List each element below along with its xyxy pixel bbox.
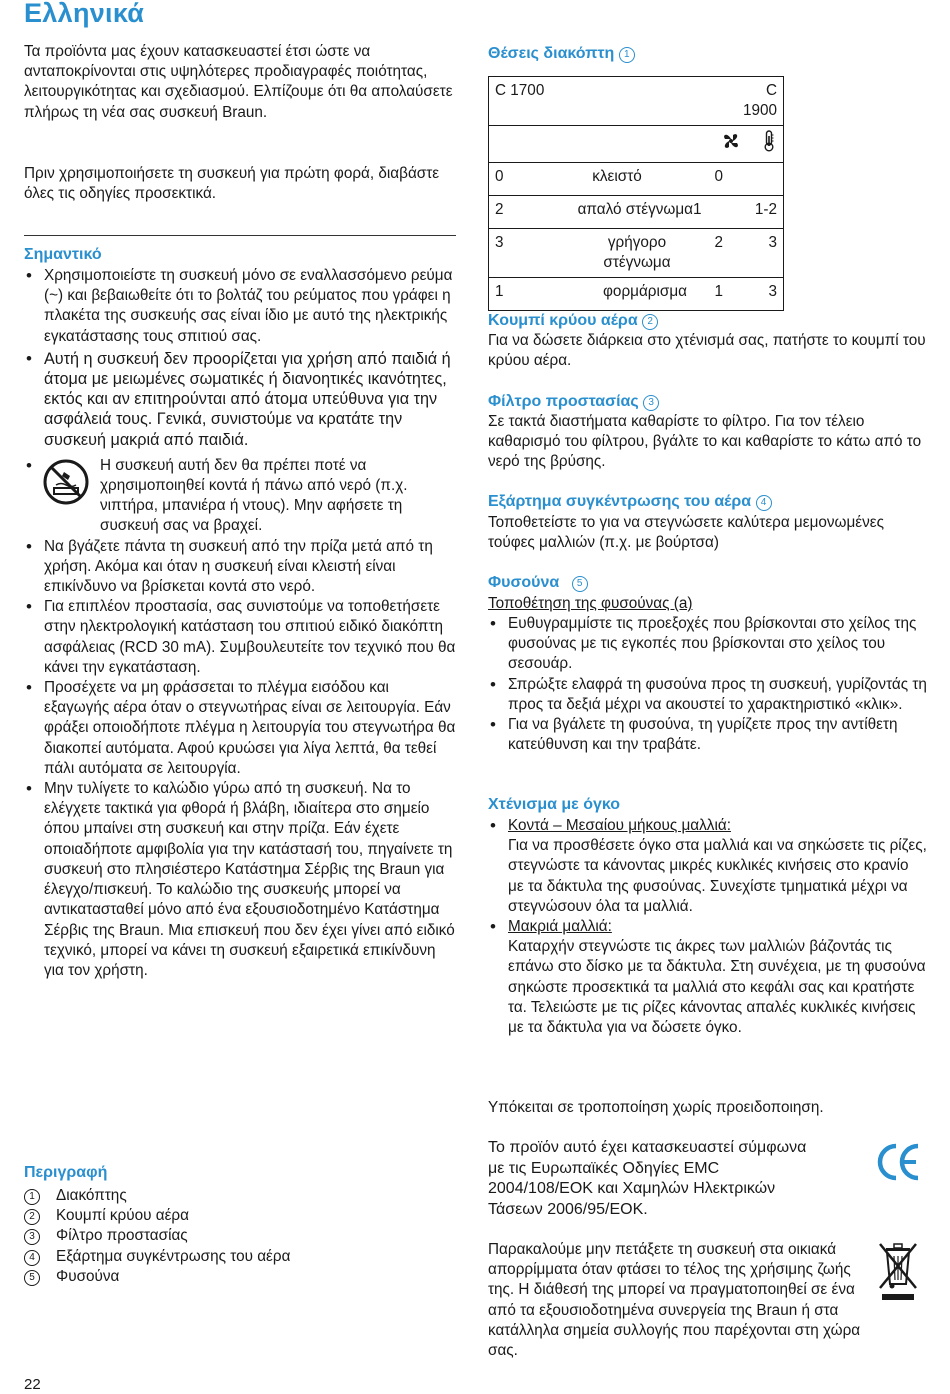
heading-text: Φυσούνα [488, 574, 560, 591]
item-number: 2 [24, 1209, 40, 1225]
important-item-water [24, 456, 456, 537]
important-item: • Μην τυλίγετε το καλώδιο γύρω από τη συσκευή. Να το ελέγχετε τακτικά για φθορά ή βλάβη, ιδιαίτερα στο σημείο όπου μπαίνει στη συσκευή και στην πρίζα. Εάν έχετε οποιαδήποτε αμφιβολία για την κατάστασή του, πηγαίνετε τη συσκευή στο πλησιέστερο Κατάστημα Σέρβις της Braun για έλεγχο/πισκευή. Το καλώδιο της συσκευής μπορεί να αντικατασταθεί μόνο από ένα εξουσιοδοτημένο Κατάστημα Σέρβις της Braun. Μια επισκευή που δεν έχει γίνει από ειδικό τεχνικό, μπορεί να κάνει τη συσκευή εξαιρετικά επικίνδυνη για τον χρήστη. [24, 779, 456, 981]
item-number: 5 [24, 1270, 40, 1286]
concentrator-text: Τοποθετείστε το για να στεγνώσετε καλύτερα μεμονωμένες τούφες μαλλιών (π.χ. με βούρτσα) [488, 514, 884, 552]
volume-list [488, 816, 928, 1038]
description-cell: κλειστό [541, 163, 693, 196]
description-heading: Περιγραφή [24, 1164, 108, 1181]
modification-notice: Υπόκειται σε τροποποίηση χωρίς προειδοποιηση. [488, 1099, 824, 1116]
item-number: 3 [24, 1229, 40, 1245]
volume-item [488, 917, 928, 1038]
important-heading: Σημαντικό [24, 246, 102, 263]
fan-icon [721, 131, 741, 151]
diffuser-heading [488, 573, 588, 593]
cool-shot-heading [488, 311, 658, 331]
section-divider [24, 235, 456, 236]
important-item: • Να βγάζετε πάντα τη συσκευή από την πρίζα μετά από τη χρήση. Ακόμα και όταν η συσκευή είναι κλειστή είναι επικίνδυνο να βρίσκεται κοντά στο νερό. [24, 537, 456, 598]
heading-number: 1 [619, 47, 635, 63]
description-cell: απαλό στέγνωμα [541, 196, 693, 229]
heading-text: Εξάρτημα συγκέντρωσης του αέρα [488, 493, 752, 510]
icons-cell [489, 126, 784, 163]
no-water-warning-icon [42, 458, 90, 506]
item-number: 4 [24, 1250, 40, 1266]
thermometer-icon [763, 130, 775, 152]
table-row [489, 278, 784, 311]
important-item: • Αυτή η συσκευή δεν προορίζεται για χρήση από παιδιά ή άτομα με μειωμένες σωματικές ή διανοητικές ικανότητες, εκτός και αν επιτηρούνται από άτομα υπεύθυνα για την ασφάλειά τους. Γενικά, συνιστούμε να κρατάτε την συσκευή μακριά από παιδιά. [24, 349, 456, 450]
position-cell: 3 [489, 229, 542, 278]
description-label: Φίλτρο προστασίας [56, 1227, 188, 1245]
diffuser-item: • Ευθυγραμμίστε τις προεξοχές που βρίσκονται στο χείλος της φυσούνας με τις εγκοπές που βρίσκονται στο χείλος του σεσουάρ. [488, 614, 928, 675]
intro-paragraph-1: Τα προϊόντα μας έχουν κατασκευαστεί έτσι ώστε να ανταποκρίνονται στις υψηλότερες προδιαγραφές ποιότητας, λειτουργικότητας και σχεδιασμού. Ελπίζουμε ότι θα απολαύσετε πλήρως τη νέα σας συσκευή Braun. [24, 43, 453, 121]
important-item: • Χρησιμοποιείστε τη συσκευή μόνο σε εναλλασσόμενο ρεύμα (~) και βεβαιωθείτε ότι το βολτάζ του ρεύματος που γράφει η πλακέτα της συσκευής σας είναι ίδιο με αυτό της ηλεκτρικής εγκατάστασης τους σπιτιού σας. [24, 266, 456, 347]
important-item: • Για επιπλέον προστασία, σας συνιστούμε να τοποθετήσετε στην ηλεκτρολογική κατάσταση του σπιτιού ειδικό διακόπτη ασφάλειας (RCD 30 mA). Συμβουλευτείτε τον τεχνικό που θα κάνει την εγκατάσταση. [24, 597, 456, 678]
diffuser-item: • Σπρώξτε ελαφρά τη φυσούνα προς τη συσκευή, γυρίζοντάς τη προς τα δεξιά μέχρι να ακουστεί το χαρακτηριστικό «κλικ». [488, 675, 928, 715]
concentrator-heading [488, 492, 772, 512]
intro-paragraph-2: Πριν χρησιμοποιήσετε τη συσκευή για πρώτη φορά, διαβάστε όλες τις οδηγίες προσεκτικά. [24, 165, 440, 203]
fan-cell: 2 [693, 229, 729, 278]
description-label: Φυσούνα [56, 1267, 120, 1285]
compliance-text: Το προϊόν αυτό έχει κατασκευαστεί σύμφωνα με τις Ευρωπαϊκές Οδηγίες EMC 2004/108/EOK και Χαμηλών Ηλεκτρικών Τάσεων 2006/95/EOK. [488, 1139, 807, 1218]
filter-heading [488, 392, 659, 412]
position-cell: 2 [489, 196, 542, 229]
description-list [24, 1186, 290, 1287]
heat-cell [729, 163, 784, 196]
description-item [24, 1267, 290, 1287]
heat-cell: 3 [729, 278, 784, 311]
description-item [24, 1247, 290, 1267]
table-row [489, 229, 784, 278]
switch-positions-heading [488, 44, 635, 64]
page-title: Ελληνικά [24, 0, 145, 28]
description-label: Εξάρτημα συγκέντρωσης του αέρα [56, 1247, 291, 1265]
volume-item-text: Καταρχήν στεγνώστε τις άκρες των μαλλιών βάζοντάς τις επάνω στο δίσκο με τα δάκτυλα. Στη συνέχεια, με τη φυσούνα σηκώστε προσεκτικά τα μαλλιά στο κεφάλι σας και κρατήστε τα. Τελειώστε με τις ρίζες κάνοντας απαλές κυκλικές κινήσεις με τα δάκτυλα για να δώσετε όγκο. [508, 938, 926, 1037]
description-label: Κουμπί κρύου αέρα [56, 1207, 189, 1225]
important-list [24, 266, 456, 981]
switch-positions-table [488, 76, 784, 311]
fan-cell: 0 [693, 163, 729, 196]
heading-number: 4 [756, 495, 772, 511]
table-row [489, 77, 784, 126]
fan-cell: 1 [693, 196, 729, 229]
heading-text: Θέσεις διακόπτη [488, 45, 615, 62]
important-item-text: Η συσκευή αυτή δεν θα πρέπει ποτέ να χρησιμοποιηθεί κοντά ή πάνω από νερό (π.χ. νιπτήρα, μπανιέρα ή ντους). Μην αφήσετε τη συσκευή σας να βραχεί. [100, 456, 408, 535]
description-item [24, 1186, 290, 1206]
table-row [489, 126, 784, 163]
model-b-cell: C 1900 [729, 77, 784, 126]
diffuser-item: • Για να βγάλετε τη φυσούνα, τη γυρίζετε προς την αντίθετη κατεύθυνση και την τραβάτε. [488, 715, 928, 755]
diffuser-subheading: Τοποθέτηση της φυσούνας (a) [488, 595, 693, 612]
crossed-bin-icon [876, 1240, 920, 1304]
ce-mark-icon [876, 1142, 922, 1182]
description-label: Διακόπτης [56, 1187, 127, 1204]
table-row [489, 196, 784, 229]
description-cell: γρήγορο στέγνωμα [541, 229, 693, 278]
fan-cell: 1 [693, 278, 729, 311]
volume-item-title: Μακριά μαλλιά: [508, 918, 612, 936]
filter-text: Σε τακτά διαστήματα καθαρίστε το φίλτρο. Για τον τέλειο καθαρισμό του φίλτρου, βγάλτε το και καθαρίστε το κάτω από το νερό της βρύσης. [488, 413, 922, 471]
description-item [24, 1226, 290, 1246]
diffuser-list [488, 614, 928, 755]
heat-cell: 1-2 [729, 196, 784, 229]
important-item: • Προσέχετε να μη φράσσεται το πλέγμα εισόδου και εξαγωγής αέρα όταν ο στεγνωτήρας είναι σε λειτουργία. Εάν φράξει οποιοδήποτε πλέγμα η λειτουργία του στεγνωτήρα θα διακοπεί αυτόματα. Αφού κρυώσει για λίγα λεπτά, θα τεθεί πάλι αυτόματα σε λειτουργία. [24, 678, 456, 779]
item-number: 1 [24, 1189, 40, 1205]
heading-number: 3 [643, 395, 659, 411]
volume-item-title: Κοντά – Μεσαίου μήκους μαλλιά: [508, 817, 731, 834]
heading-number: 5 [572, 576, 588, 592]
model-a-cell: C 1700 [489, 77, 730, 126]
position-cell: 0 [489, 163, 542, 196]
position-cell: 1 [489, 278, 542, 311]
heading-text: Κουμπί κρύου αέρα [488, 312, 638, 329]
table-row [489, 163, 784, 196]
volume-heading: Χτένισμα με όγκο [488, 796, 621, 813]
volume-item-text: Για να προσθέσετε όγκο στα μαλλιά και να σηκώσετε τις ρίζες, στεγνώστε τα κάνοντας μικρές κυκλικές κινήσεις στο κρανίο με τα δάκτυλα της φυσούνας. Συνεχίστε τμηματικά μέχρι να στεγνώσουν όλα τα μαλλιά. [508, 837, 927, 915]
heat-cell: 3 [729, 229, 784, 278]
volume-item [488, 816, 928, 917]
cool-shot-text: Για να δώσετε διάρκεια στο χτένισμά σας, πατήστε το κουμπί του κρύου αέρα. [488, 332, 926, 370]
disposal-text: Παρακαλούμε μην πετάξετε τη συσκευή στα οικιακά απορρίμματα όταν φτάσει το τέλος της χρήσιμης ζωής της. Η διάθεσή της μπορεί να πραγματοποιηθεί σε ένα από τα εξουσιοδοτημένα συνεργεία της Braun ή στα κατάλληλα σημεία συλλογής που παρέχονται στη χώρα σας. [488, 1241, 861, 1360]
heading-number: 2 [642, 314, 658, 330]
description-item [24, 1206, 290, 1226]
heading-text: Φίλτρο προστασίας [488, 393, 639, 410]
description-cell: φορμάρισμα [541, 278, 693, 311]
page-number: 22 [24, 1376, 41, 1393]
